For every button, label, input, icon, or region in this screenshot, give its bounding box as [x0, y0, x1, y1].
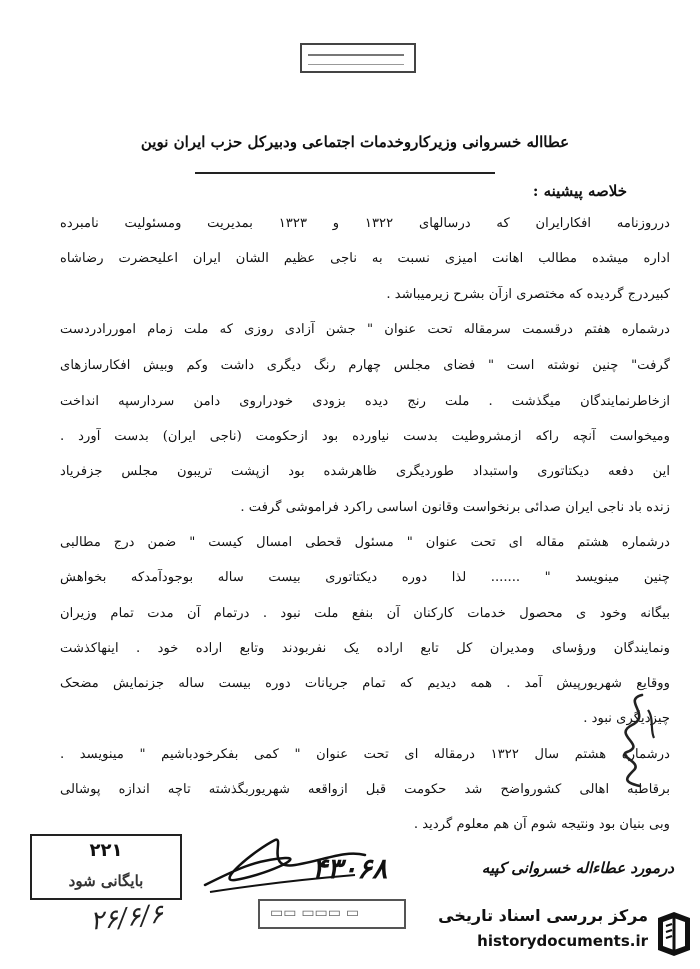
archive-number: ۲۲۱: [89, 840, 123, 861]
body-line: کبیردرج گردیده که مختصری ازآن بشرح زیرمیباشد .: [386, 287, 670, 302]
book-icon: [654, 910, 694, 956]
body-line: چنین مینویسد " ....... لذا دوره دیکتاتوری بیست ساله بوجودآمدکه بخواهش: [60, 570, 670, 585]
body-line: وبی بنیان بود ونتیجه شوم آن هم معلوم گردید .: [413, 817, 670, 832]
body-line: برقاطبه اهالی کشورواضح شد حکومت قبل ازواقعه شهریوربگذشته تاچه اندازه پوشالی: [60, 782, 670, 797]
body-line: درروزنامه افکارایران که درسالهای ۱۳۲۲ و ۱۳۲۳ بمدیریت ومسئولیت نامبرده: [60, 216, 670, 231]
archive-stamp: [30, 834, 182, 900]
document-title: عطااله خسروانی وزیرکاروخدمات اجتماعی ودبیرکل حزب ایران نوین: [140, 133, 570, 151]
handwritten-note: درمورد عطاءاله خسروانی کپیه: [481, 859, 674, 877]
margin-signature: [612, 690, 660, 790]
watermark-logo: [434, 902, 696, 964]
watermark-url[interactable]: historydocuments.ir: [477, 932, 648, 950]
handwritten-date: ۲۶/۶/۶: [88, 899, 165, 937]
body-line: درشماره هشتم مقاله ای تحت عنوان " مسئول قحطی امسال کیست " ضمن درج مطالبی: [60, 535, 670, 550]
handwritten-number: ۴۳۰۶۸: [312, 852, 388, 885]
body-line: زنده باد ناجی ایران صدائی برنخواست وقانون اساسی راکرد فراموشی گرفت .: [240, 500, 670, 515]
bottom-stamp-mark: ▭▭ ▭▭▭ ▭: [270, 905, 360, 921]
body-line: ومیخواست آنچه راکه ازمشروطیت بدست نیاورده بود ازحکومت (ناجی ایران) بدست آورد .: [60, 429, 670, 444]
body-line: بیگانه وخود ی محصول خدمات کارکنان آن بنفع ملت نبود . درتمام آن مدت تمام وزیران: [60, 606, 670, 621]
body-line: ازخاطرنمایندگان میگذشت . ملت رنج دیده بزودی خودراروی دامن سردارسپه انداخت: [60, 394, 670, 409]
top-stamp-mark: [308, 54, 404, 65]
section-heading: خلاصه پیشینه :: [532, 182, 627, 200]
body-line: گرفت" چنین نوشته است " فضای مجلس چهارم رنگ دیگری داشت وکم وبیش افکارسازهای: [60, 358, 670, 373]
bottom-stamp: [258, 899, 406, 929]
body-line: ونمایندگان ورؤسای ومدیران کل تابع اراده یک نفربودند وتابع اراده خود . اینهاکذشت: [60, 641, 670, 656]
archive-label: بایگانی شود: [68, 872, 144, 890]
body-line: این دفعه دیکتاتوری واستبداد طوردیگری ظاهرشده بود ازپشت تریبون مجلس جزفریاد: [60, 464, 670, 479]
body-line: چیزدیگری نبود .: [583, 711, 670, 726]
title-underline: [195, 172, 495, 174]
body-line: درشماره هشتم سال ۱۳۲۲ درمقاله ای تحت عنوان " کمی بفکرخودباشیم " مینویسد .: [60, 747, 670, 762]
watermark-name: مرکز بررسی اسناد تاریخی: [438, 906, 648, 925]
body-line: درشماره هفتم درقسمت سرمقاله تحت عنوان " جشن آزادی روزی که ملت زمام اموررادردست: [60, 322, 670, 337]
top-stamp: [300, 43, 416, 73]
body-line: ووقایع شهریورپیش آمد . همه دیدیم که تمام جریانات دوره بیست ساله جزنمایش مضحک: [60, 676, 670, 691]
body-line: اداره میشده مطالب اهانت امیزی نسبت به ناجی عظیم الشان ایران اعلیحضرت رضاشاه: [60, 251, 670, 266]
